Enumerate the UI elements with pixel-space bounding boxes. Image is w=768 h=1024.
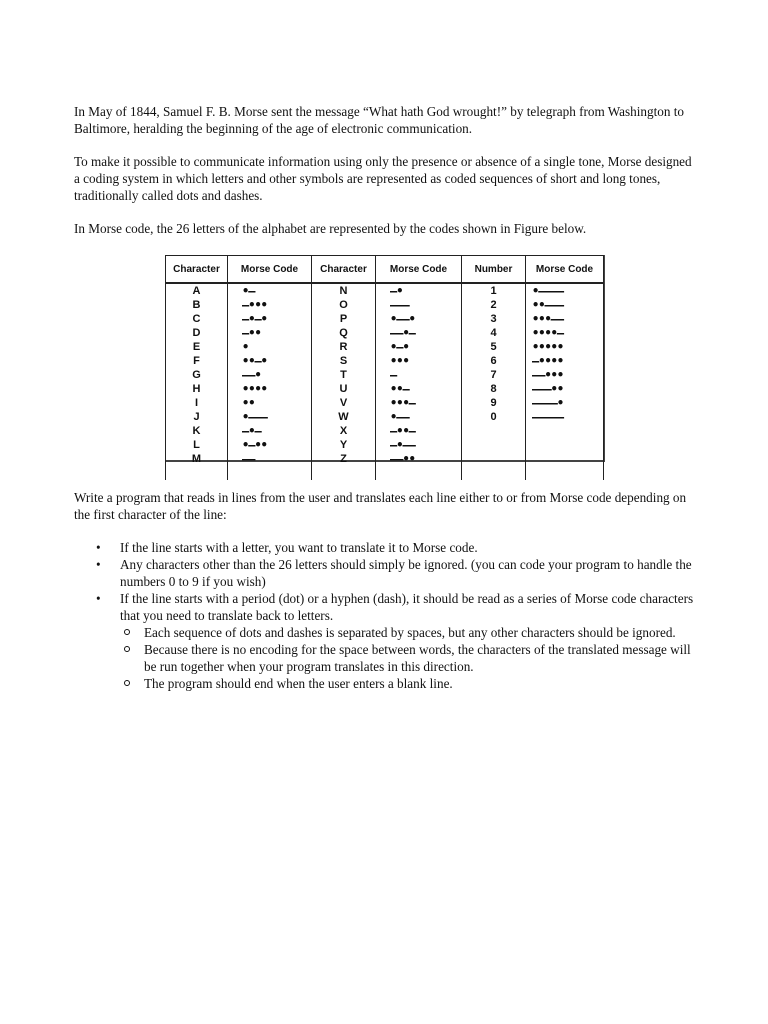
character-cell: J (166, 410, 228, 424)
morse-code-cell: ——— (376, 298, 462, 312)
morse-code-cell: ——• (228, 368, 312, 382)
morse-code-cell: —• (376, 283, 462, 298)
table-row (166, 410, 604, 424)
number-cell: 9 (462, 396, 526, 410)
number-cell: 5 (462, 340, 526, 354)
column-header: Morse Code (228, 256, 312, 284)
column-header: Character (166, 256, 228, 284)
morse-code-cell: —•••• (526, 354, 604, 368)
morse-code-cell: ————— (526, 410, 604, 424)
number-cell: 0 (462, 410, 526, 424)
morse-code-cell: •••— (376, 396, 462, 410)
number-cell: 8 (462, 382, 526, 396)
list-item (74, 556, 704, 590)
number-cell (462, 438, 526, 452)
number-cell: 4 (462, 326, 526, 340)
column-header: Character (312, 256, 376, 284)
morse-code-cell: •——• (376, 312, 462, 326)
number-cell: 7 (462, 368, 526, 382)
morse-code-cell: — (376, 368, 462, 382)
character-cell: Y (312, 438, 376, 452)
morse-code-cell (526, 424, 604, 438)
character-cell: X (312, 424, 376, 438)
task-paragraph: Write a program that reads in lines from the user and translates each line either to or from Morse code depending on the first character of the line: (74, 490, 687, 522)
table-row (166, 368, 604, 382)
table-row (166, 354, 604, 368)
table-row (166, 382, 604, 396)
number-cell: 2 (462, 298, 526, 312)
character-cell: A (166, 283, 228, 298)
character-cell: E (166, 340, 228, 354)
number-cell (462, 424, 526, 438)
morse-code-cell: •••• (228, 382, 312, 396)
character-cell: D (166, 326, 228, 340)
table-row (166, 396, 604, 410)
morse-code-cell: •—— (376, 410, 462, 424)
morse-code-cell: ———•• (526, 382, 604, 396)
morse-code-cell: ————• (526, 396, 604, 410)
morse-code-cell: ••— (376, 382, 462, 396)
morse-code-cell (526, 452, 604, 466)
table-row (166, 340, 604, 354)
morse-code-cell: —— (228, 452, 312, 466)
character-cell: N (312, 283, 376, 298)
morse-code-cell: •——— (228, 410, 312, 424)
column-header: Morse Code (376, 256, 462, 284)
table-row (166, 326, 604, 340)
morse-code-cell: ••••— (526, 326, 604, 340)
morse-code-figure (165, 255, 605, 466)
morse-code-cell: ••——— (526, 298, 604, 312)
morse-design-paragraph: To make it possible to communicate information using only the presence or absence of a single tone, Morse designed a coding system in which letters and other symbols are represented as coded sequences of short and long tones, traditionally called dots and dashes. (74, 154, 692, 203)
list-item (74, 590, 704, 692)
table-row (166, 312, 604, 326)
morse-code-cell: • (228, 340, 312, 354)
empty-cell (376, 466, 462, 480)
character-cell: Q (312, 326, 376, 340)
morse-code-table (165, 255, 604, 480)
table-filler-row (166, 466, 604, 480)
table-row (166, 424, 604, 438)
character-cell: F (166, 354, 228, 368)
bullet-text: If the line starts with a period (dot) or a hyphen (dash), it should be read as a series of Morse code characters that you need to translate back to letters. (120, 591, 694, 623)
requirements-list (74, 539, 704, 692)
list-item (74, 539, 704, 556)
sub-bullet-text: Because there is no encoding for the space between words, the characters of the translated message will be run together when your program translates in this direction. (144, 642, 691, 674)
column-header: Number (462, 256, 526, 284)
character-cell: T (312, 368, 376, 382)
morse-code-cell: —•— (228, 424, 312, 438)
morse-code-cell: ••—• (228, 354, 312, 368)
empty-cell (462, 466, 526, 480)
character-cell: H (166, 382, 228, 396)
morse-code-cell: —••— (376, 424, 462, 438)
morse-code-cell: •—•• (228, 438, 312, 452)
character-cell: I (166, 396, 228, 410)
figure-intro-paragraph: In Morse code, the 26 letters of the alphabet are represented by the codes shown in Figure below. (74, 221, 587, 236)
character-cell: G (166, 368, 228, 382)
character-cell: B (166, 298, 228, 312)
morse-code-cell: •••—— (526, 312, 604, 326)
sub-list (120, 624, 704, 692)
sub-list-item (120, 624, 704, 641)
number-cell (462, 452, 526, 466)
intro-paragraph: In May of 1844, Samuel F. B. Morse sent the message “What hath God wrought!” by telegraph from Washington to Baltimore, heralding the beginning of the age of electronic communication. (74, 104, 685, 136)
morse-code-cell: •— (228, 283, 312, 298)
character-cell: S (312, 354, 376, 368)
morse-code-cell: —••• (228, 298, 312, 312)
number-cell: 1 (462, 283, 526, 298)
table-row (166, 452, 604, 466)
character-cell: M (166, 452, 228, 466)
character-cell: K (166, 424, 228, 438)
sub-bullet-text: The program should end when the user enters a blank line. (144, 676, 453, 691)
character-cell: P (312, 312, 376, 326)
table-row (166, 283, 604, 298)
column-header: Morse Code (526, 256, 604, 284)
character-cell: V (312, 396, 376, 410)
morse-code-cell: •—• (376, 340, 462, 354)
character-cell: W (312, 410, 376, 424)
character-cell: O (312, 298, 376, 312)
morse-code-cell (526, 438, 604, 452)
empty-cell (312, 466, 376, 480)
character-cell: Z (312, 452, 376, 466)
character-cell: L (166, 438, 228, 452)
morse-code-cell: •———— (526, 283, 604, 298)
number-cell: 6 (462, 354, 526, 368)
empty-cell (166, 466, 228, 480)
morse-code-cell: —•• (228, 326, 312, 340)
morse-code-cell: ——•— (376, 326, 462, 340)
sub-list-item (120, 675, 704, 692)
table-row (166, 298, 604, 312)
morse-code-cell: ••• (376, 354, 462, 368)
character-cell: C (166, 312, 228, 326)
table-body (166, 283, 604, 480)
character-cell: U (312, 382, 376, 396)
morse-code-cell: •• (228, 396, 312, 410)
table-row (166, 438, 604, 452)
bullet-text: Any characters other than the 26 letters should simply be ignored. (you can code your program to handle the numbers 0 to 9 if you wish) (120, 557, 692, 589)
morse-code-cell: —•—— (376, 438, 462, 452)
morse-code-cell: ••••• (526, 340, 604, 354)
table-header-row (166, 256, 604, 284)
morse-code-cell: ——••• (526, 368, 604, 382)
empty-cell (228, 466, 312, 480)
sub-list-item (120, 641, 704, 675)
empty-cell (526, 466, 604, 480)
character-cell: R (312, 340, 376, 354)
sub-bullet-text: Each sequence of dots and dashes is separated by spaces, but any other characters should be ignored. (144, 625, 676, 640)
number-cell: 3 (462, 312, 526, 326)
morse-code-cell: ——•• (376, 452, 462, 466)
bullet-text: If the line starts with a letter, you want to translate it to Morse code. (120, 540, 478, 555)
morse-code-cell: —•—• (228, 312, 312, 326)
